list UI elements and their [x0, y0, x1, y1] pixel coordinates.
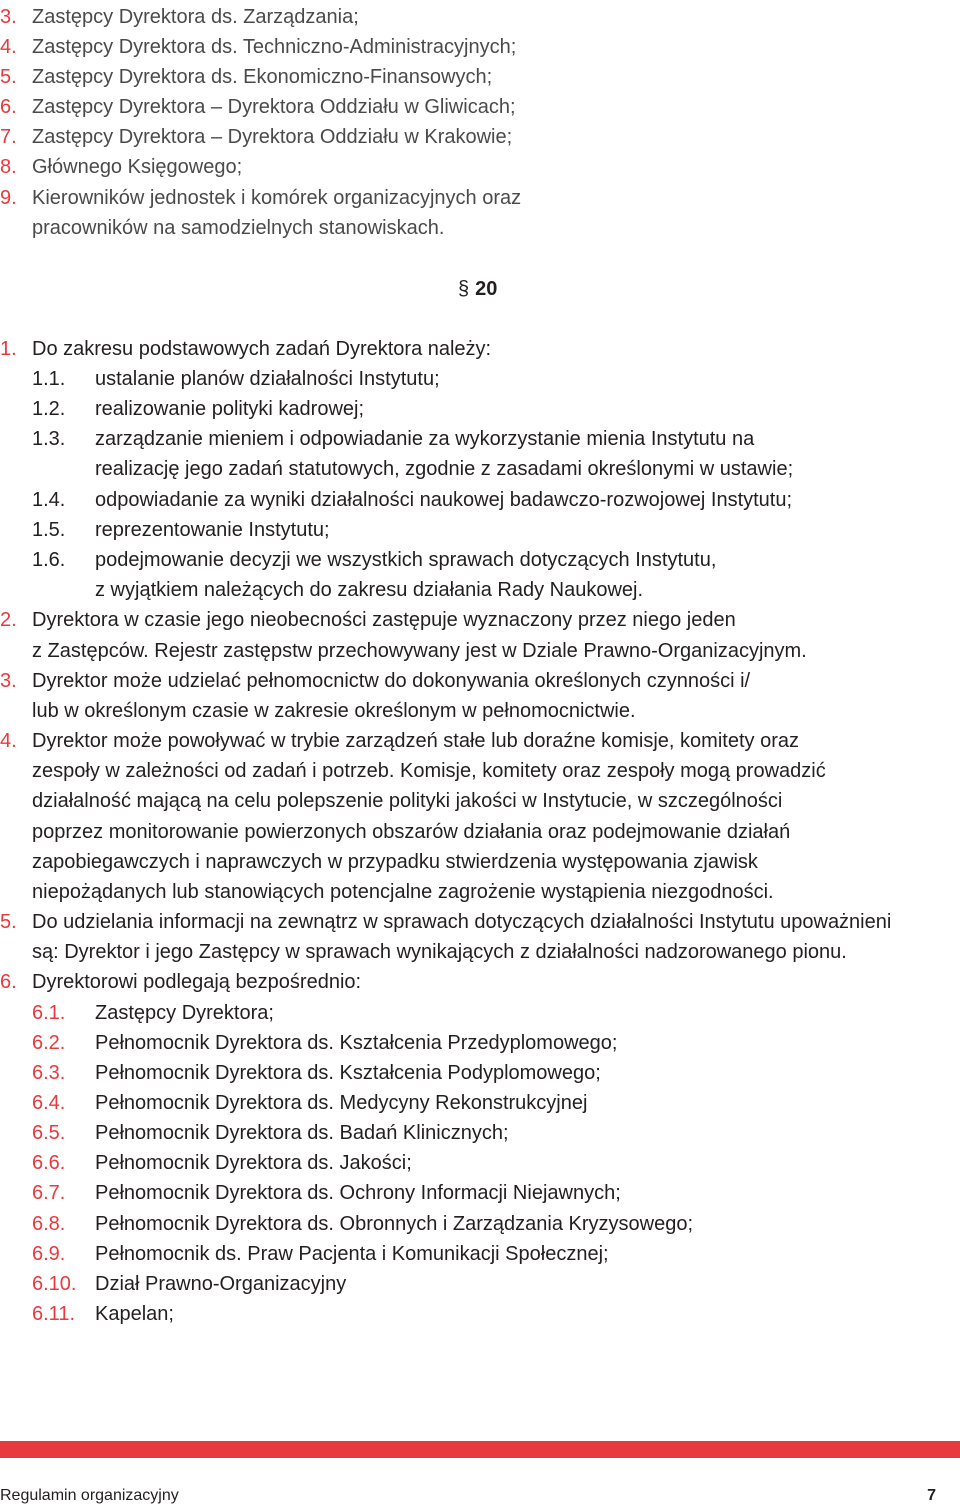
list-number: 9.	[0, 187, 17, 209]
sub-number: 6.9.	[32, 1243, 66, 1265]
sub-number: 6.11.	[32, 1303, 75, 1325]
sub-text: Pełnomocnik Dyrektora ds. Badań Klinicznych;	[95, 1122, 509, 1144]
sub-number: 6.3.	[32, 1062, 66, 1084]
sub-text: Pełnomocnik Dyrektora ds. Jakości;	[95, 1152, 412, 1174]
paragraph-text: Dyrektora w czasie jego nieobecności zastępuje wyznaczony przez niego jeden	[32, 609, 736, 631]
paragraph-text: Do zakresu podstawowych zadań Dyrektora należy:	[32, 338, 492, 360]
paragraph-number: 5.	[0, 911, 17, 933]
sub-number: 1.4.	[32, 489, 66, 511]
sub-text: realizację jego zadań statutowych, zgodnie z zasadami określonymi w ustawie;	[95, 458, 794, 480]
paragraph-text: poprzez monitorowanie powierzonych obszarów działania oraz podejmowanie działań	[32, 821, 791, 843]
list-text: Głównego Księgowego;	[32, 156, 243, 178]
paragraph-number: 3.	[0, 670, 17, 692]
sub-number: 1.6.	[32, 549, 66, 571]
sub-number: 6.7.	[32, 1182, 66, 1204]
sub-number: 6.1.	[32, 1002, 66, 1024]
sub-number: 1.3.	[32, 428, 66, 450]
list-text: pracowników na samodzielnych stanowiskach.	[32, 217, 445, 239]
sub-number: 6.2.	[32, 1032, 66, 1054]
sub-number: 6.10.	[32, 1273, 77, 1295]
paragraph-text: Dyrektor może powoływać w trybie zarządzeń stałe lub doraźne komisje, komitety oraz	[32, 730, 799, 752]
list-text: Kierowników jednostek i komórek organizacyjnych oraz	[32, 187, 522, 209]
sub-text: Pełnomocnik Dyrektora ds. Ochrony Informacji Niejawnych;	[95, 1182, 621, 1204]
paragraph-number: 1.	[0, 338, 17, 360]
paragraph-text: zespoły w zależności od zadań i potrzeb. Komisje, komitety oraz zespoły mogą prowadzić	[32, 760, 826, 782]
sub-number: 1.2.	[32, 398, 66, 420]
paragraph-number: 2.	[0, 609, 17, 631]
paragraph-text: z Zastępców. Rejestr zastępstw przechowywany jest w Dziale Prawno-Organizacyjnym.	[32, 640, 807, 662]
page-number: 7	[927, 1487, 936, 1504]
list-number: 6.	[0, 96, 17, 118]
sub-text: Kapelan;	[95, 1303, 174, 1325]
sub-number: 6.8.	[32, 1213, 66, 1235]
sub-text: ustalanie planów działalności Instytutu;	[95, 368, 440, 390]
sub-text: Zastępcy Dyrektora;	[95, 1002, 274, 1024]
sub-text: Pełnomocnik ds. Praw Pacjenta i Komunikacji Społecznej;	[95, 1243, 609, 1265]
sub-number: 6.5.	[32, 1122, 66, 1144]
sub-number: 1.5.	[32, 519, 66, 541]
paragraph-number: 4.	[0, 730, 17, 752]
sub-text: z wyjątkiem należących do zakresu działania Rady Naukowej.	[95, 579, 644, 601]
list-number: 8.	[0, 156, 17, 178]
footer-divider	[0, 1441, 960, 1458]
sub-text: Pełnomocnik Dyrektora ds. Medycyny Rekonstrukcyjnej	[95, 1092, 588, 1114]
list-text: Zastępcy Dyrektora ds. Techniczno-Administracyjnych;	[32, 36, 517, 58]
list-number: 3.	[0, 6, 17, 28]
sub-number: 6.6.	[32, 1152, 66, 1174]
list-number: 7.	[0, 126, 17, 148]
sub-number: 6.4.	[32, 1092, 66, 1114]
section-heading	[458, 274, 497, 304]
paragraph-text: lub w określonym czasie w zakresie określonym w pełnomocnictwie.	[32, 700, 636, 722]
list-text: Zastępcy Dyrektora – Dyrektora Oddziału w Gliwicach;	[32, 96, 516, 118]
list-text: Zastępcy Dyrektora ds. Ekonomiczno-Finansowych;	[32, 66, 493, 88]
paragraph-text: zapobiegawczych i naprawczych w przypadku stwierdzenia występowania zjawisk	[32, 851, 758, 873]
list-text: Zastępcy Dyrektora ds. Zarządzania;	[32, 6, 359, 28]
footer-title: Regulamin organizacyjny	[0, 1487, 179, 1504]
sub-text: Pełnomocnik Dyrektora ds. Kształcenia Podyplomowego;	[95, 1062, 601, 1084]
sub-number: 1.1.	[32, 368, 66, 390]
sub-text: odpowiadanie za wyniki działalności naukowej badawczo-rozwojowej Instytutu;	[95, 489, 793, 511]
paragraph-text: są: Dyrektor i jego Zastępcy w sprawach wynikających z działalności nadzorowanego pionu.	[32, 941, 847, 963]
sub-text: zarządzanie mieniem i odpowiadanie za wykorzystanie mienia Instytutu na	[95, 428, 755, 450]
list-number: 5.	[0, 66, 17, 88]
paragraph-text: niepożądanych lub stanowiących potencjalne zagrożenie wystąpienia niezgodności.	[32, 881, 774, 903]
paragraph-text: Do udzielania informacji na zewnątrz w sprawach dotyczących działalności Instytutu upoważnieni	[32, 911, 892, 933]
list-number: 4.	[0, 36, 17, 58]
sub-text: Dział Prawno-Organizacyjny	[95, 1273, 347, 1295]
paragraph-text: działalność mającą na celu polepszenie polityki jakości w Instytucie, w szczególności	[32, 790, 783, 812]
paragraph-number: 6.	[0, 971, 17, 993]
section-number: 20	[475, 278, 498, 300]
sub-text: podejmowanie decyzji we wszystkich sprawach dotyczących Instytutu,	[95, 549, 717, 571]
section-sign: §	[458, 278, 470, 300]
paragraph-text: Dyrektorowi podlegają bezpośrednio:	[32, 971, 362, 993]
sub-text: realizowanie polityki kadrowej;	[95, 398, 365, 420]
paragraph-text: Dyrektor może udzielać pełnomocnictw do dokonywania określonych czynności i/	[32, 670, 751, 692]
sub-text: reprezentowanie Instytutu;	[95, 519, 330, 541]
list-text: Zastępcy Dyrektora – Dyrektora Oddziału w Krakowie;	[32, 126, 513, 148]
sub-text: Pełnomocnik Dyrektora ds. Obronnych i Zarządzania Kryzysowego;	[95, 1213, 694, 1235]
sub-text: Pełnomocnik Dyrektora ds. Kształcenia Przedyplomowego;	[95, 1032, 618, 1054]
